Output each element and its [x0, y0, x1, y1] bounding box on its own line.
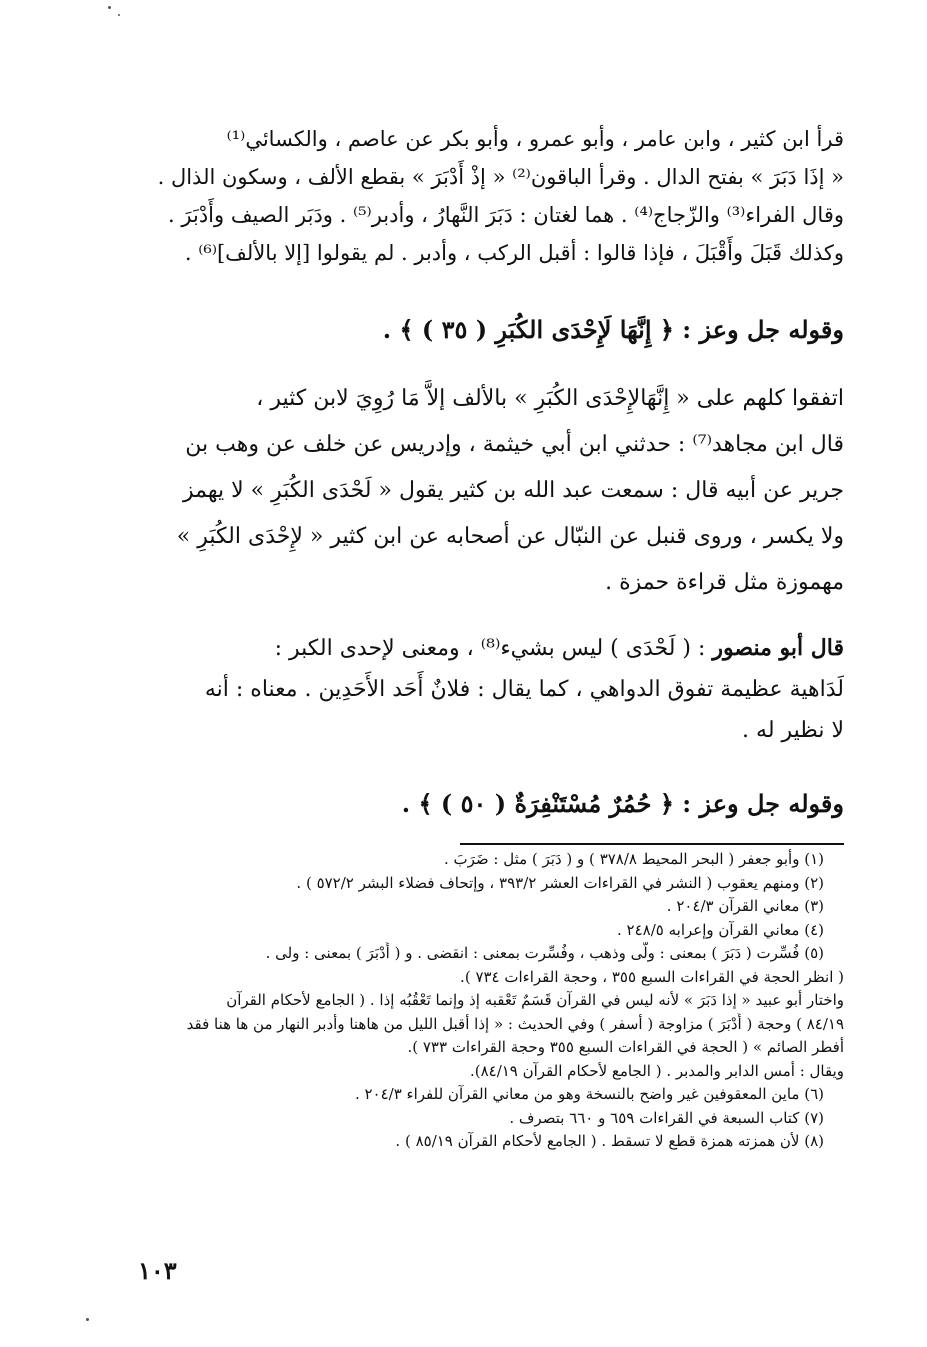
text-line [132, 628, 844, 669]
scan-speck [86, 1318, 89, 1321]
verse-heading-35: وقوله جل وعز : ﴿ إِنَّهَا لَإِحْدَى الكُبَرِ ( ٣٥ ) ﴾ . [382, 315, 844, 344]
text-line: قال ابن مجاهد⁽⁷⁾ : حدثني ابن أبي خيثمة ، وإدريس عن خلف عن وهب بن [185, 432, 844, 457]
text-line: وكذلك قَبَلَ وأَقْبَلَ ، فإذا قالوا : أقبل الركب ، وأدبر . لم يقولوا [إلا بالألف]⁽⁶⁾ . [184, 241, 844, 265]
lead-author: قال أبو منصور [712, 635, 844, 661]
footnote: (٦) ماين المعقوفين غير واضح بالنسخة وهو من معاني القرآن للفراء ٢٠٤/٣ . [354, 1085, 824, 1103]
footnote-continuation: ( انظر الحجة في القراءات السبع ٣٥٥ ، وحجة القراءات ٧٣٤ ). [460, 967, 844, 986]
footnote: (٧) كتاب السبعة في القراءات ٦٥٩ و ٦٦٠ بتصرف . [509, 1108, 824, 1127]
text-line: قرأ ابن كثير ، وابن عامر ، وأبو عمرو ، وأبو بكر عن عاصم ، والكسائي⁽¹⁾ [226, 127, 844, 151]
text-line: ولا يكسر ، وروى قنبل عن النبّال عن أصحابه عن ابن كثير « لإِحْدَى الكُبَرِ » [176, 524, 844, 549]
footnote: (٣) معاني القرآن ٢٠٤/٣ . [666, 897, 824, 915]
footnote: (٢) ومنهم يعقوب ( النشر في القراءات العشر ٣٩٣/٢ ، وإتحاف فضلاء البشر ٥٧٢/٢ ) . [296, 873, 824, 892]
scan-speck [118, 14, 120, 16]
footnote-continuation: ٨٤/١٩ ) وحجة ( أَدْبَرَ ) مزاوجة ( أسفر ) وفي الحديث : « إذا أقبل الليل من هاهنا وأدبر النهار من ها هنا فقد [186, 1014, 844, 1033]
text-line: لا نظير له . [742, 718, 844, 743]
text-fragment: : ( لَحْدَى ) ليس بشيء⁽⁸⁾ ، ومعنى لإحدى الكبر : [274, 636, 713, 661]
text-line: مهموزة مثل قراءة حمزة . [605, 570, 844, 595]
scan-speck [108, 6, 111, 9]
paragraph-abu-mansur [132, 628, 844, 751]
footnote: (٨) لأن همزته همزة قطع لا تسقط . ( الجامع لأحكام القرآن ٨٥/١٩ ) . [395, 1132, 824, 1150]
footnote-continuation: واختار أبو عبيد « إذا دَبَرَ » لأنه ليس في القرآن قَسَمٌ تَعْقبه إذ وإنما تَعْقُبُه إذا . ( الجامع لأحكام القرآن [226, 991, 844, 1009]
paragraph-agreement [132, 376, 844, 606]
text-line: اتفقوا كلهم على « إِنَّهَالإِحْدَى الكُبَرِ » بالألف إلاَّ مَا رُوِيَ لابن كثير ، [256, 386, 844, 411]
text-line: وقال الفراء⁽³⁾ والزّجاج⁽⁴⁾ . هما لغتان : دَبَرَ النَّهارُ ، وأدبر⁽⁵⁾ . ودَبَر الصيف وأَدْبَرَ . [168, 203, 844, 227]
text-line: لَدَاهية عظيمة تفوق الدواهي ، كما يقال : فلانٌ أَحَد الأَحَدِين . معناه : أنه [204, 677, 844, 702]
footnote-divider [460, 843, 844, 845]
verse-heading-50: وقوله جل وعز : ﴿ حُمُرٌ مُسْتَنْفِرَةٌ ( ٥٠ ) ﴾ . [401, 789, 844, 818]
footnotes [132, 848, 844, 1154]
footnote: (١) وأبو جعفر ( البحر المحيط ٣٧٨/٨ ) و ( دَبَرَ ) مثل : ضَرَبَ . [443, 850, 824, 868]
footnote: (٥) فُسِّرت ( دَبَرَ ) بمعنى : ولَّى وذهب ، وفُسِّرت بمعنى : انقضى . و ( أَدْبَرَ ) بمعنى : ولى . [265, 944, 824, 962]
footnote: (٤) معاني القرآن وإعرابه ٢٤٨/٥ . [617, 920, 824, 939]
footnote-continuation: ويقال : أمس الدابر والمدبر . ( الجامع لأحكام القرآن ٨٤/١٩). [469, 1061, 844, 1080]
footnote-continuation: أفطر الصائم » ( الحجة في القراءات السبع ٣٥٥ وحجة القراءات ٧٣٣ ). [407, 1038, 844, 1056]
page-number: ١٠٣ [138, 1256, 177, 1285]
paragraph-readings [132, 120, 844, 272]
text-line: « إذَا دَبَرَ » بفتح الدال . وقرأ الباقون⁽²⁾ « إذْ أَدْبَرَ » بقطع الألف ، وسكون الذال . [157, 165, 844, 189]
text-line: جرير عن أبيه قال : سمعت عبد الله بن كثير يقول « لَحْدَى الكُبَرِ » لا يهمز [183, 478, 844, 503]
